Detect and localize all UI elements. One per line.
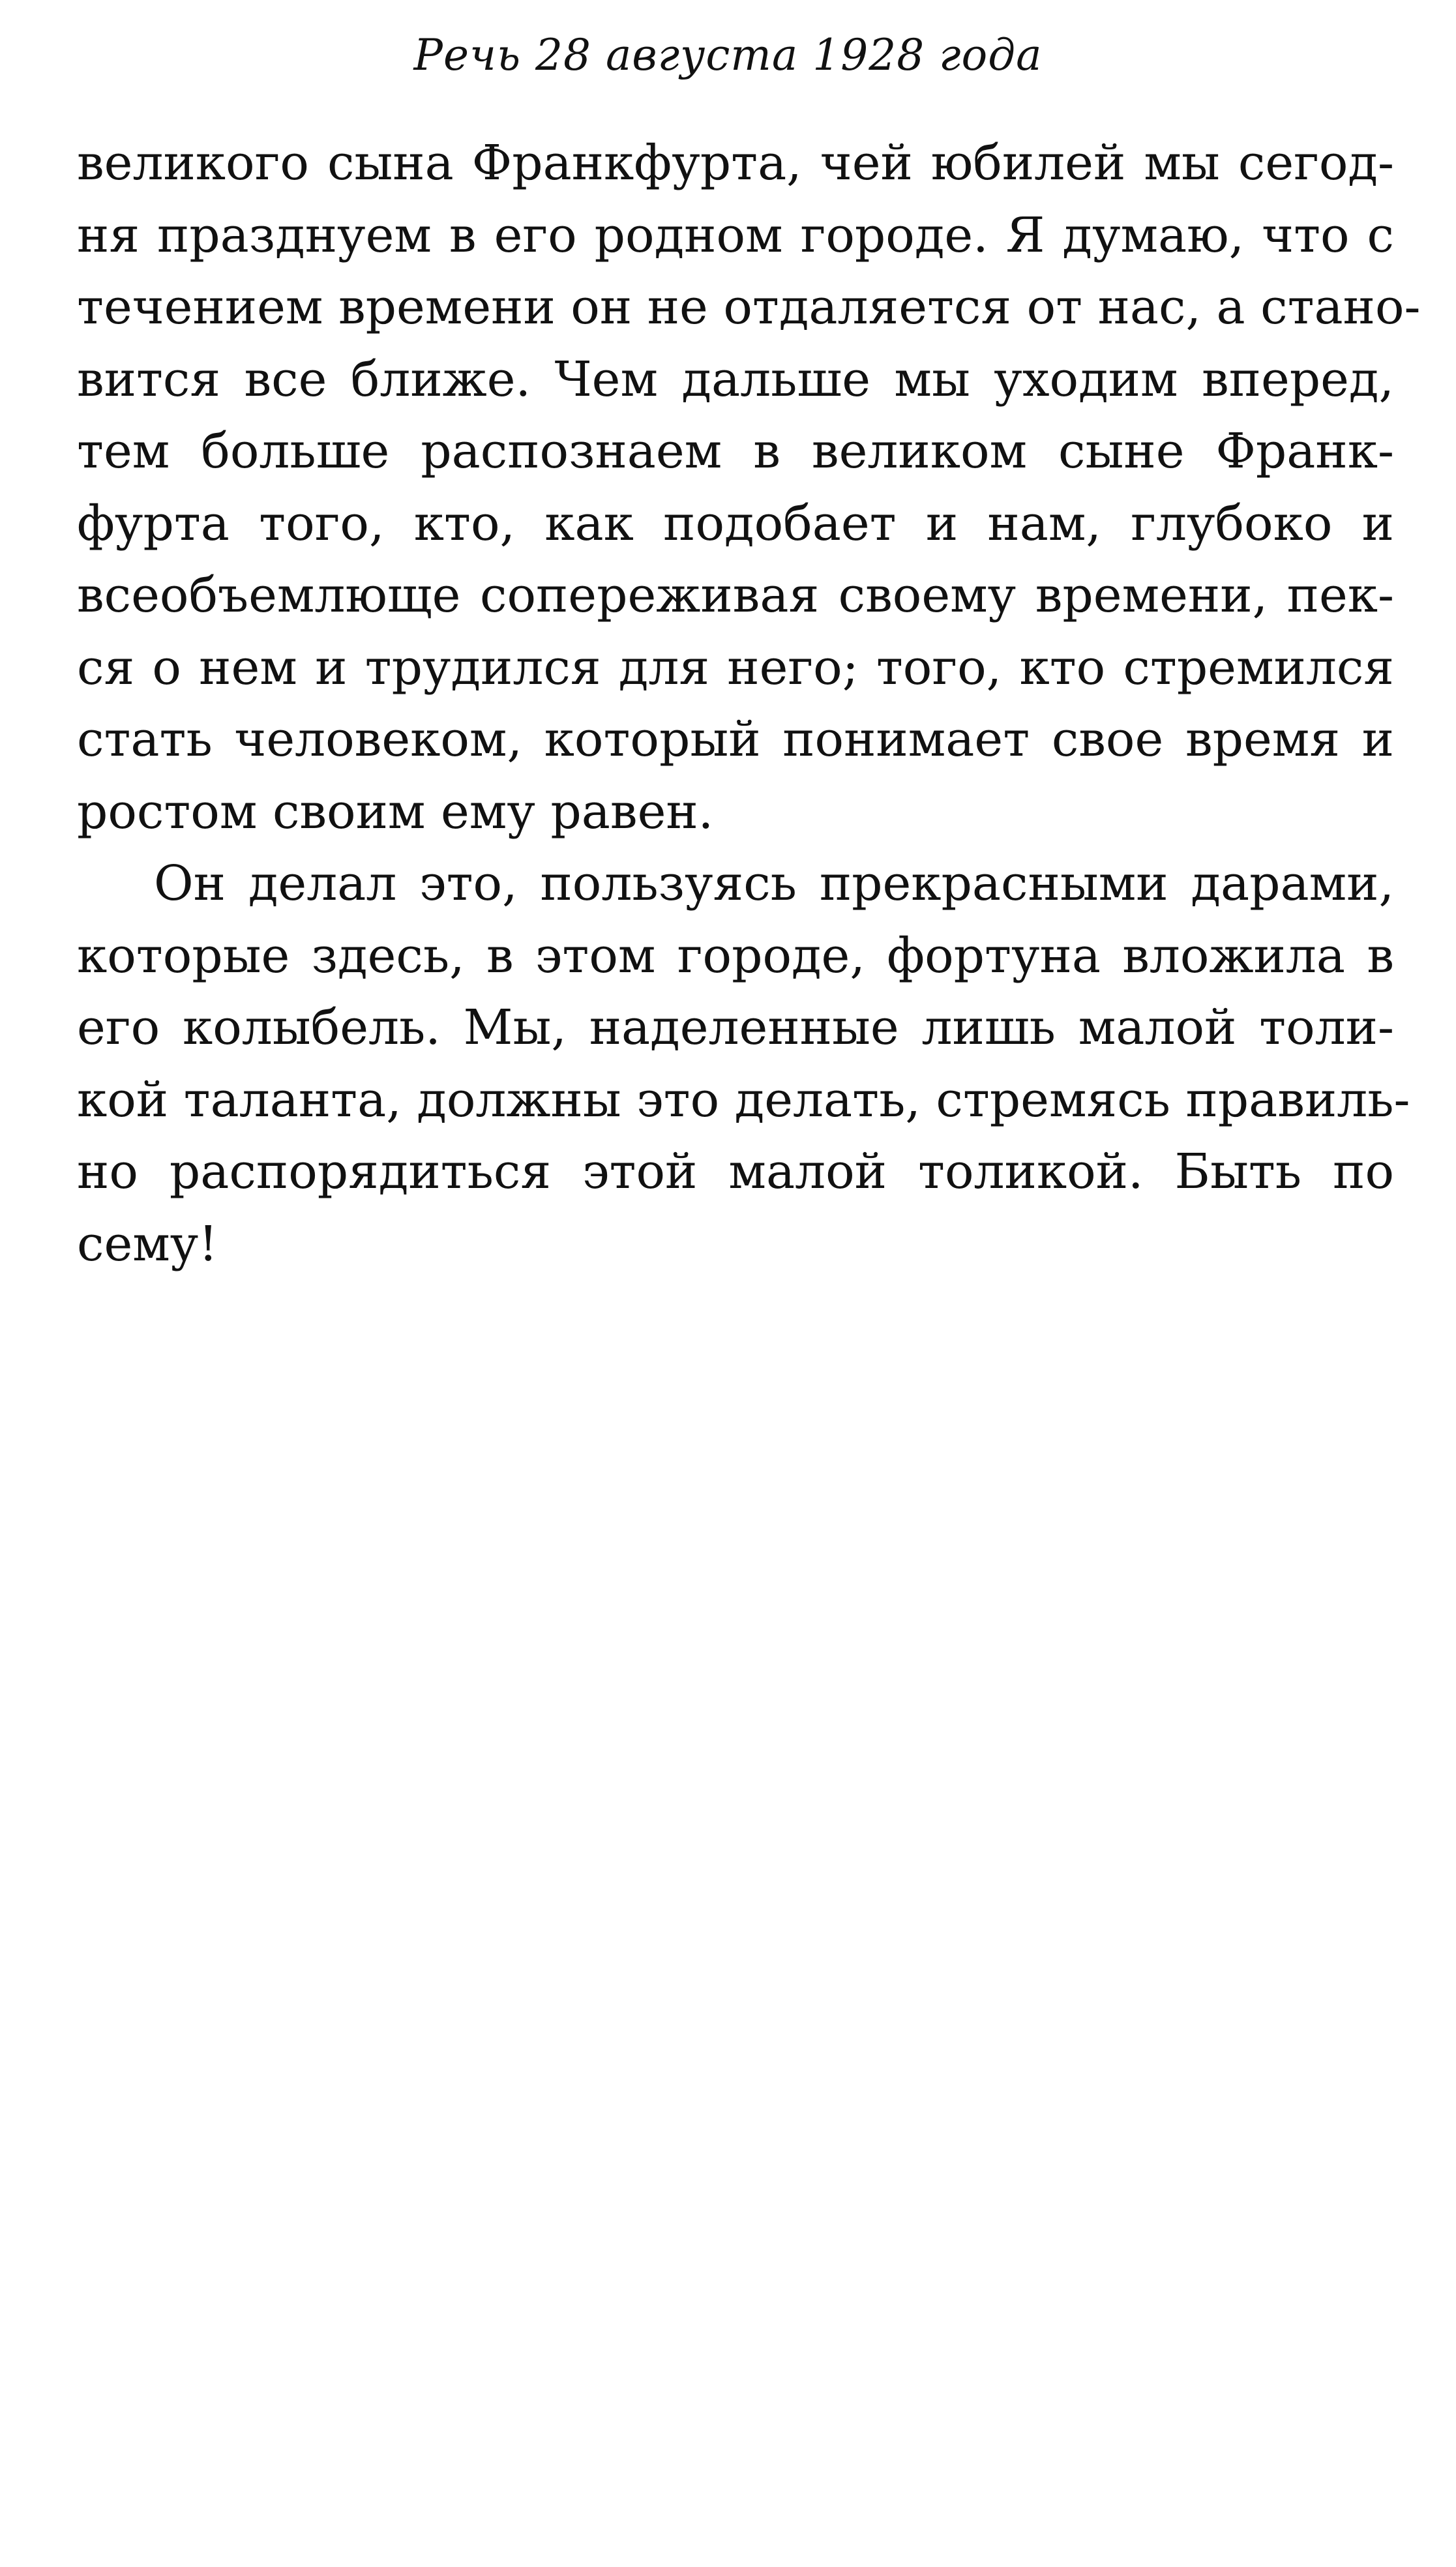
text-line: великого сына Франкфурта, чей юбилей мы сегод- (77, 135, 1394, 191)
paragraph-2 (77, 848, 1410, 1280)
text-line: течением времени он не отдаляется от нас, а стано- (77, 279, 1421, 335)
text-line: сему! (77, 1215, 218, 1272)
text-line: вится все ближе. Чем дальше мы уходим вперед, (77, 351, 1394, 408)
text-line: фурта того, кто, как подобает и нам, глубоко и (77, 495, 1394, 552)
paragraph-1 (77, 127, 1421, 848)
running-head-title: Речь 28 августа 1928 года (413, 30, 1043, 80)
text-line: но распорядиться этой малой толикой. Быть по (77, 1144, 1394, 1200)
text-line: Он делал это, пользуясь прекрасными дарами, (154, 855, 1394, 912)
body-text (77, 127, 1421, 1280)
text-line: всеобъемлюще сопереживая своему времени, пек- (77, 567, 1394, 623)
text-line: которые здесь, в этом городе, фортуна вложила в (77, 927, 1394, 984)
text-line: кой таланта, должны это делать, стремясь правиль- (77, 1071, 1410, 1128)
text-line: его колыбель. Мы, наделенные лишь малой толи- (77, 1000, 1394, 1056)
text-line: ня празднуем в его родном городе. Я думаю, что с (77, 207, 1394, 263)
text-line: ся о нем и трудился для него; того, кто стремился (77, 639, 1394, 696)
text-line: тем больше распознаем в великом сыне Франк- (77, 423, 1394, 479)
text-line: стать человеком, который понимает свое время и (77, 711, 1394, 767)
text-line: ростом своим ему равен. (77, 783, 714, 840)
